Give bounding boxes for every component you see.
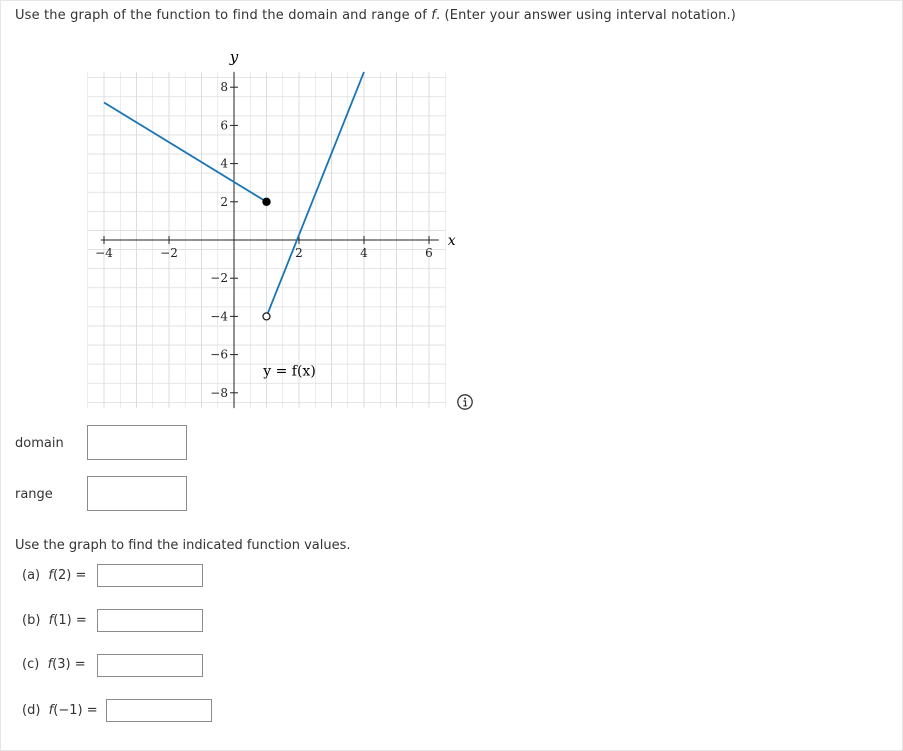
x-tick-label: 6 [425,246,433,260]
question-prompt [15,8,736,23]
part-a-label: (a) f(2) = [22,568,87,583]
part-a-input[interactable] [97,564,203,587]
range-input[interactable] [87,476,187,511]
y-tick-label: 6 [220,118,228,133]
x-tick-label: −2 [160,246,178,260]
y-tick-label: −2 [210,271,228,286]
function-label: y = f(x) [263,363,316,380]
prompt-function-var: f [431,8,436,23]
part-d-input[interactable] [106,699,212,722]
part-c-input[interactable] [97,654,203,677]
part-b-input[interactable] [97,609,203,632]
y-tick-label: −8 [210,385,228,400]
domain-input[interactable] [87,425,187,460]
closed-endpoint [262,198,270,206]
x-tick-label: −4 [95,246,113,260]
y-tick-label: −4 [210,309,228,324]
graph-axes [101,72,439,408]
y-tick-label: 4 [220,156,228,171]
function-graph [80,40,470,425]
part-c-label: (c) f(3) = [22,657,86,672]
domain-label: domain [15,436,64,451]
part-d-label: (d) f(−1) = [22,703,98,718]
open-endpoint [263,313,270,320]
info-circle-icon[interactable] [456,393,474,411]
part-b-label: (b) f(1) = [22,613,87,628]
prompt-suffix: . (Enter your answer using interval notation.) [435,8,736,23]
x-tick-label: 4 [360,246,368,260]
x-axis-label: x [447,233,456,249]
x-tick-label: 2 [295,246,303,260]
y-tick-label: 2 [220,194,228,209]
values-intro: Use the graph to find the indicated function values. [15,538,351,553]
y-tick-label: −6 [210,347,228,362]
y-tick-label: 8 [220,80,228,95]
prompt-prefix: Use the graph of the function to find the domain and range of [15,8,427,23]
range-label: range [15,487,53,502]
y-axis-label: y [229,48,239,66]
